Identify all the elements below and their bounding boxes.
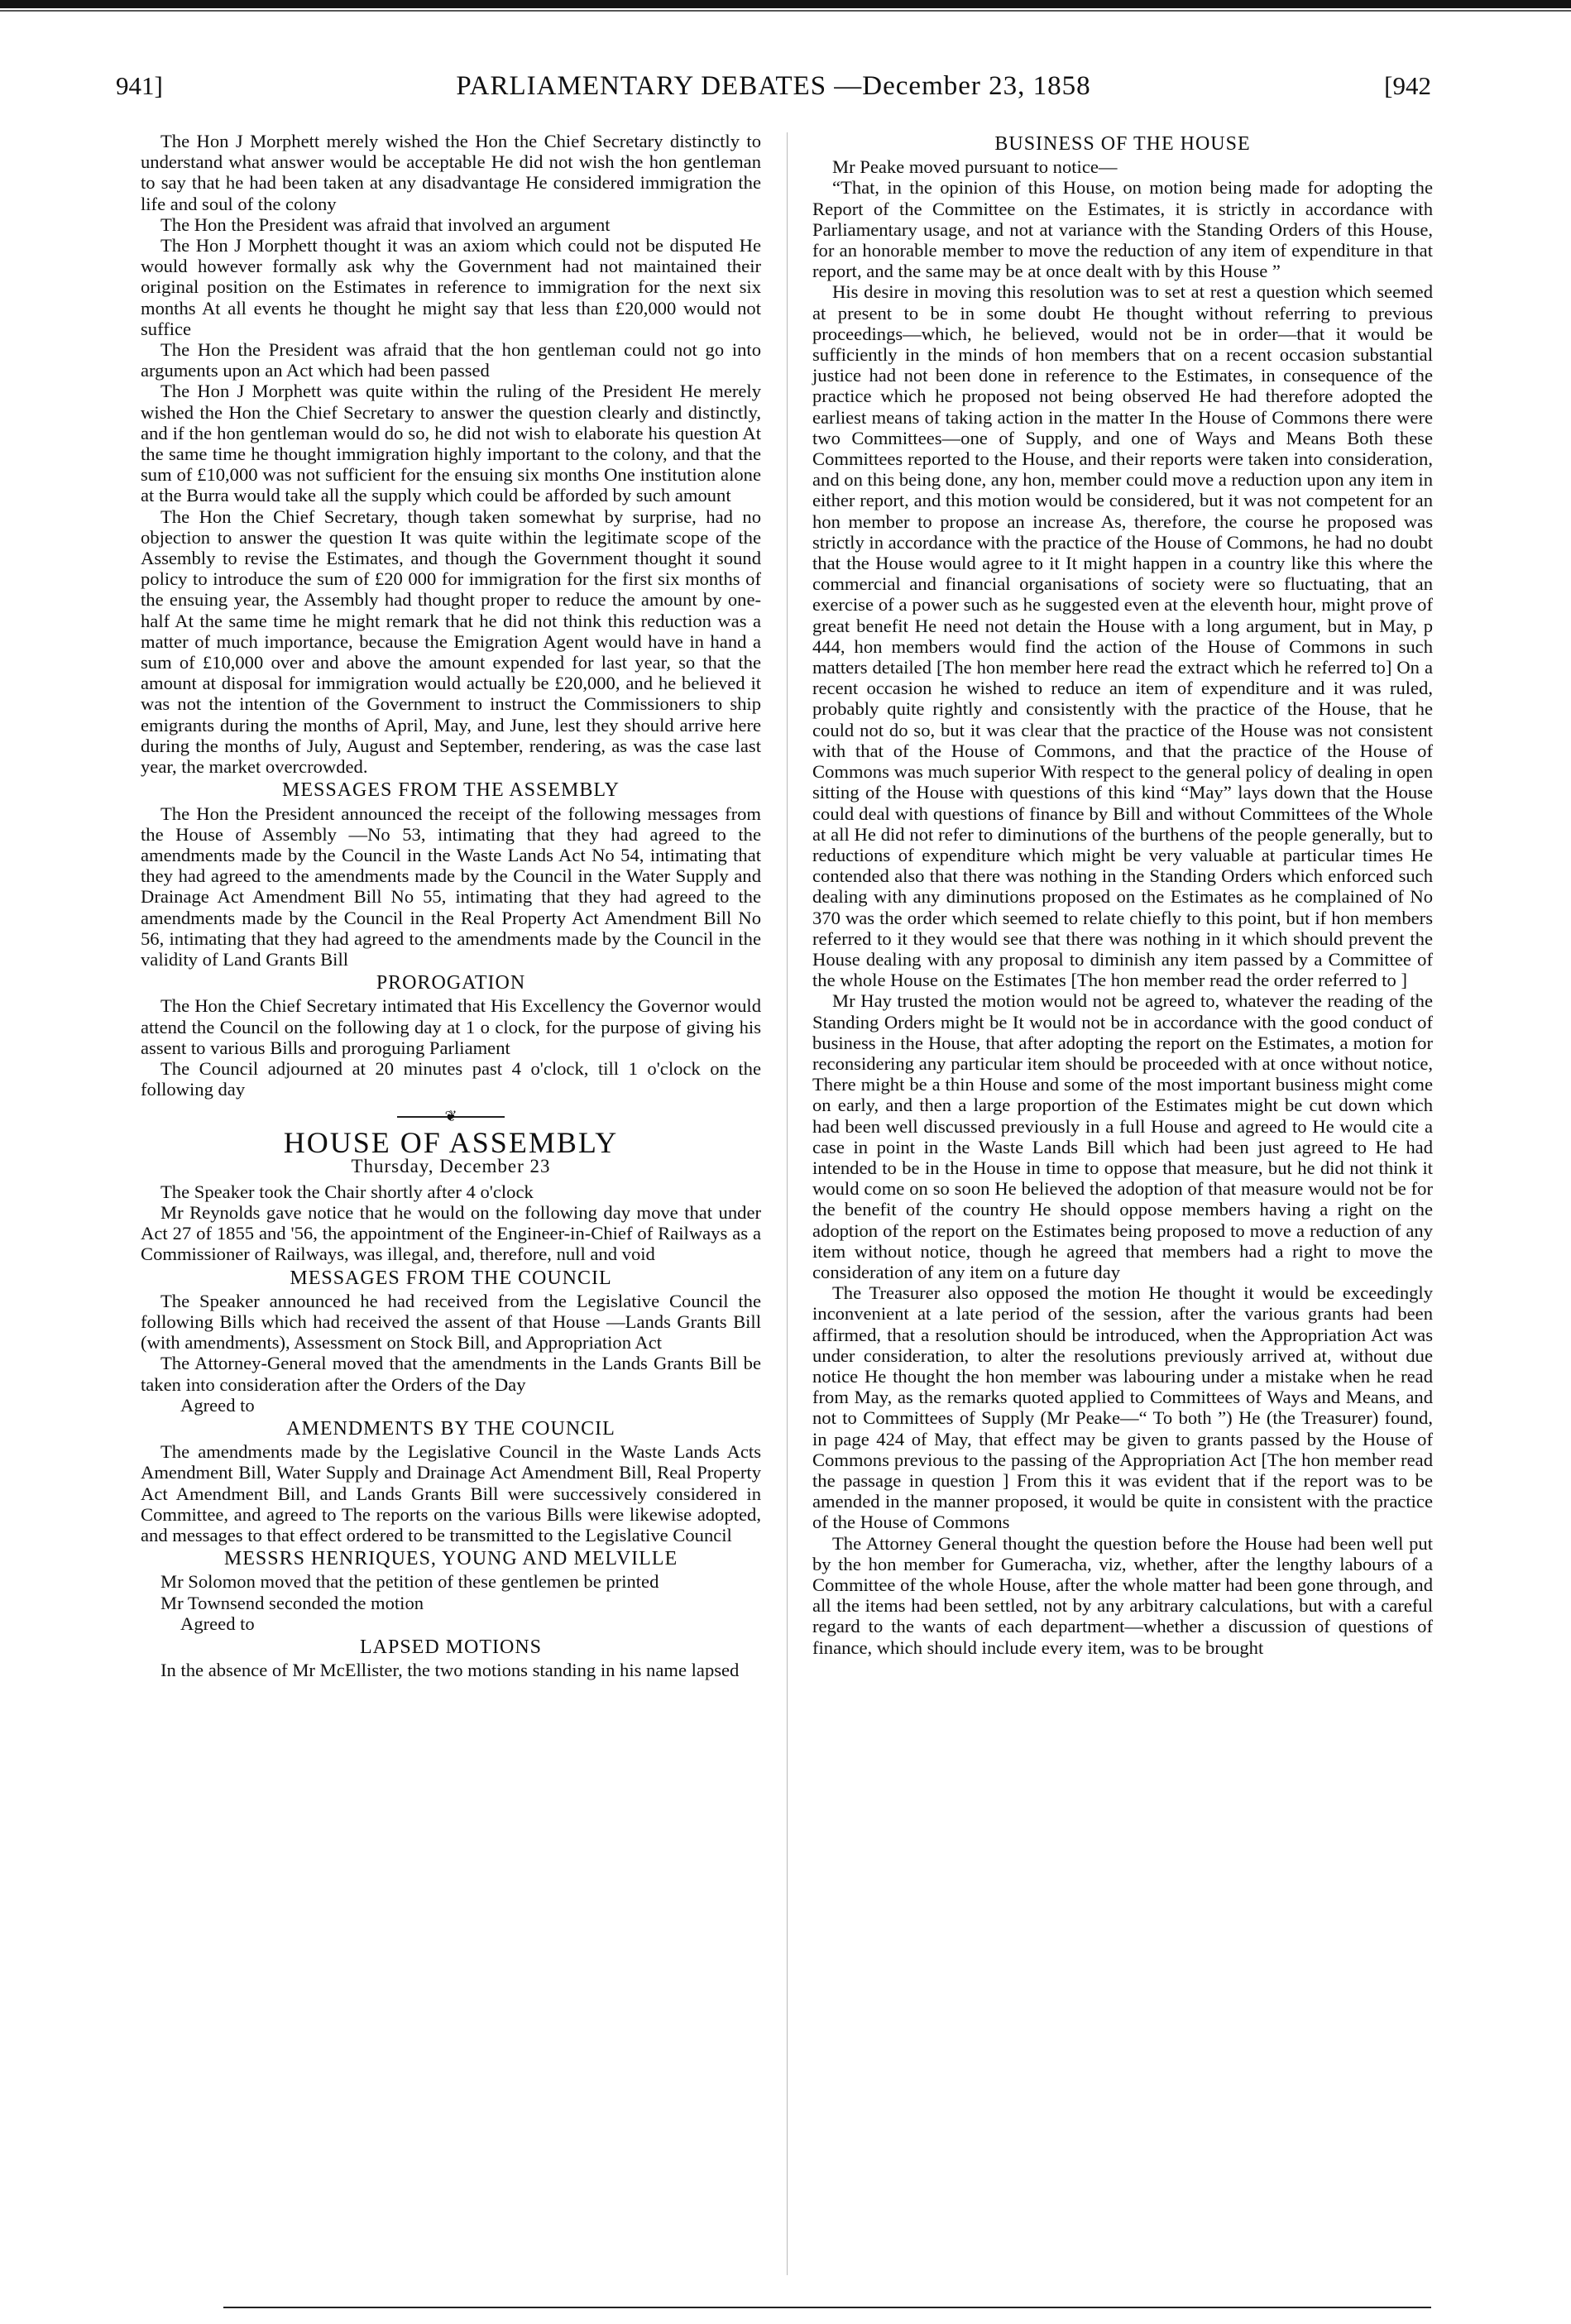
paragraph: Mr Reynolds gave notice that he would on the following day move that under Act 27 of 1855 and '56, the appointment of the Engineer-in-Chief of Railways as a Commissioner of Railways, was illegal, and, therefore, null and void (141, 1201, 761, 1265)
paragraph: The Hon J Morphett thought it was an axiom which could not be disputed He would however formally ask why the Government had not maintained their original position on the Estimates in reference to immigration for the next six months At all events he thought he might say that less than £20,000 would not suffice (141, 235, 761, 339)
dateline: Thursday, December 23 (351, 1155, 551, 1176)
paragraph: The Attorney-General moved that the amendments in the Lands Grants Bill be taken into consideration after the Orders of the Day (141, 1353, 761, 1395)
section-heading: LAPSED MOTIONS (359, 1636, 542, 1659)
paragraph: The Hon the President announced the receipt of the following messages from the House of Assembly —No 53, intimating that they had agreed to the amendments made by the Council in the Waste Lands Act No 54, intimating that they had agreed to the amendments made by the Council in the Water Supply and Drainage Act Amendment Bill No 55, intimating that they had agreed to the amendments made by the Council in the Real Property Act Amendment Bill No 56, intimating that they had agreed to the amendments made by the Council in the validity of Land Grants Bill (141, 803, 761, 970)
top-border-rule (0, 0, 1571, 8)
paragraph: The amendments made by the Legislative Council in the Waste Lands Acts Amendment Bill, Water Supply and Drainage Act Amendment Bill, Real Property Act Amendment Bill, and Lands Grants Bill were successively considered in Committee, and agreed to The reports on the various Bills were likewise adopted, and messages to that effect ordered to be transmitted to the Legislative Council (141, 1441, 761, 1545)
section-heading: MESSAGES FROM THE ASSEMBLY (282, 779, 620, 802)
paragraph: Mr Townsend seconded the motion (160, 1592, 424, 1613)
fleuron-icon: ❦ (444, 1108, 457, 1125)
right-column-number: [942 (1384, 71, 1431, 100)
left-column (141, 131, 761, 1680)
section-heading: BUSINESS OF THE HOUSE (994, 133, 1251, 155)
house-heading: HOUSE OF ASSEMBLY (283, 1126, 619, 1160)
paragraph: The Hon J Morphett was quite within the ruling of the President He merely wished the Hon the Chief Secretary to answer the question clearly and distinctly, and if the hon gentleman would do so, he did not wish to elaborate his question At the same time he thought immigration highly important to the colony, and that the sum of £10,000 was not sufficient for the ensuing six months One institution alone at the Burra would take all the supply which could be afforded by such amount (141, 381, 761, 506)
paragraph: The Treasurer also opposed the motion He thought it would be exceedingly inconvenient at a late period of the session, after the various grants had been affirmed, that a resolution should be introduced, when the Appropriation Act was under consideration, to alter the resolutions previously arrived at, without due notice He thought the hon member was labouring under a mistake when he read from May, as the remarks quoted applied to Committees of Ways and Means, and not to Committees of Supply (Mr Peake—“ To both ”) He (the Treasurer) found, in page 424 of May, that effect may be given to grants passed by the House of Commons previous to the passing of the Appropriation Act [The hon member read the passage in question ] From this it was evident that if the report was to be amended in the manner proposed, it would be quite in consistent with the practice of the House of Commons (812, 1282, 1433, 1533)
column-divider (787, 132, 788, 2275)
section-heading: PROROGATION (376, 972, 526, 994)
page-header (116, 71, 1431, 113)
paragraph: The Speaker announced he had received from the Legislative Council the following Bills which had received the assent of that House —Lands Grants Bill (with amendments), Assessment on Stock Bill, and Appropriation Act (141, 1290, 761, 1354)
ornamental-divider (141, 1108, 761, 1126)
section-heading: AMENDMENTS BY THE COUNCIL (286, 1417, 615, 1440)
agreed-line: Agreed to (180, 1612, 255, 1634)
right-column (812, 131, 1433, 1658)
section-heading: MESSAGES FROM THE COUNCIL (290, 1267, 612, 1289)
section-heading: MESSRS HENRIQUES, YOUNG AND MELVILLE (223, 1548, 678, 1570)
paragraph: The Hon the Chief Secretary intimated that His Excellency the Governor would attend the Council on the following day at 1 o clock, for the purpose of giving his assent to various Bills and proroguing Parliament (141, 995, 761, 1058)
top-border-rule-thin (0, 10, 1571, 12)
quoted-motion: “That, in the opinion of this House, on motion being made for adopting the Report of the Committee on the Estimates, it is strictly in accordance with Parliamentary usage, and not at variance with the Standing Orders of this House, for an honorable member to move the reduction of any item of expenditure in that report, and the same may be at once dealt with by this House ” (812, 177, 1433, 282)
paragraph: The Speaker took the Chair shortly after 4 o'clock (160, 1181, 534, 1202)
paragraph: In the absence of Mr McEllister, the two motions standing in his name lapsed (160, 1660, 740, 1681)
paragraph: The Hon the President was afraid that the hon gentleman could not go into arguments upon an Act which had been passed (141, 339, 761, 381)
paragraph: Mr Peake moved pursuant to notice— (832, 156, 1118, 178)
running-title: PARLIAMENTARY DEBATES —December 23, 1858 (456, 71, 1091, 101)
paragraph: The Hon J Morphett merely wished the Hon the Chief Secretary distinctly to understand what answer would be acceptable He did not wish the hon gentleman to say that he had been taken at any disadvantage He considered immigration the life and soul of the colony (141, 131, 761, 214)
bottom-rule (223, 2307, 1431, 2308)
paragraph: The Hon the Chief Secretary, though taken somewhat by surprise, had no objection to answer the question It was quite within the legitimate scope of the Assembly to revise the Estimates, and though the Government thought it sound policy to introduce the sum of £20 000 for immigration for the first six months of the ensuing year, the Assembly had thought proper to reduce the amount by one-half At the same time he might remark that he did not think this reduction was a matter of much importance, because the Emigration Agent would have in hand a sum of £10,000 over and above the amount expended for last year, so that the amount at disposal for immigration would actually be £20,000, and he believed it was not the intention of the Government to instruct the Commissioners to ship emigrants during the months of April, May, and June, lest they should arrive here during the months of July, August and September, rendering, as was the case last year, the market overcrowded. (141, 506, 761, 778)
left-column-number: 941] (116, 71, 163, 100)
paragraph: His desire in moving this resolution was to set at rest a question which seemed at present to be in some doubt He thought without referring to previous proceedings—which, he believed, would not be in order—that it would be sufficiently in the minds of hon members that on a recent occasion substantial justice had not been done in reference to the Estimates, in consequence of the practice which he proposed not being observed He had therefore adopted the earliest means of taking action in the matter In the House of Commons there were two Committees—one of Supply, and one of Ways and Means Both these Committees reported to the House, and their reports were taken into consideration, and on this being done, any hon, member could move a reduction upon any item in either report, and this motion would be considered, but it was not competent for an hon member to propose an increase As, therefore, the course he proposed was strictly in accordance with the practice of the House of Commons, he had no doubt that the House would agree to it It might happen in a country like this where the commercial and financial organisations of society were so fluctuating, that an exercise of a power such as he suggested even at the eleventh hour, might prove of great benefit He need not detain the House with a long argument, but in May, p 444, hon members would find the action of the House of Commons in such matters detailed [The hon member here read the extract which he referred to] On a recent occasion he wished to reduce an item of expenditure and it was ruled, probably quite rightly and consistently with the practice of the House, that he could not do so, but it was clear that the practice of the House was not consistent with that of the House of Commons, and that the practice of the House of Commons was much superior With respect to the general policy of dealing in open sitting of the House with questions of this kind “May” lays down that the House could deal with questions of finance by Bill and without Committees of the Whole at all He did not refer to diminutions of the burthens of the people generally, but to reductions of expenditure which might be very valuable at particular times He contended also that there was nothing in the Standing Orders which enforced such dealing with any diminutions proposed on the Estimates as he complained of No 370 was the order which seemed to relate chiefly to this point, but if hon members referred to it they would see that there was nothing in it which should prevent the House dealing with any proposal to diminish any item passed by a Committee of the whole House on the Estimates [The hon member read the order referred to ] (812, 281, 1433, 991)
paragraph: The Attorney General thought the question before the House had been well put by the hon member for Gumeracha, viz, whether, after the lengthy labours of a Committee of the whole House, after the whole matter had been gone through, and all the items had been settled, not by any arbitrary calculations, but with a careful regard to the wants of each department—whether a discussion of questions of finance, which should include every item, was to be brought (812, 1532, 1433, 1658)
paragraph: Mr Solomon moved that the petition of these gentlemen be printed (160, 1571, 659, 1593)
agreed-line: Agreed to (180, 1394, 255, 1416)
paragraph: The Council adjourned at 20 minutes past 4 o'clock, till 1 o'clock on the following day (141, 1057, 761, 1100)
paragraph: Mr Hay trusted the motion would not be agreed to, whatever the reading of the Standing Orders might be It would not be in accordance with the good conduct of business in the House, that after adopting the report on the Estimates, a motion for reconsidering any particular item should be proceeded with at once without notice, There might be a thin House and some of the most important business might come on early, and then a large proportion of the Estimates might be cut down which had been well discussed previously in a full House and agreed to He would cite a case in point in the Waste Lands Bill which had been just agreed to He had intended to be in the House in time to oppose that measure, but he did not think it would come on so soon He believed the adoption of that measure would not be for the benefit of the country He should oppose members having a right on the adoption of the report on the Estimates being proposed to move a reduction of any item without notice, though he agreed that members had a right to move the consideration of any item on a future day (812, 990, 1433, 1282)
paragraph: The Hon the President was afraid that involved an argument (160, 213, 611, 235)
